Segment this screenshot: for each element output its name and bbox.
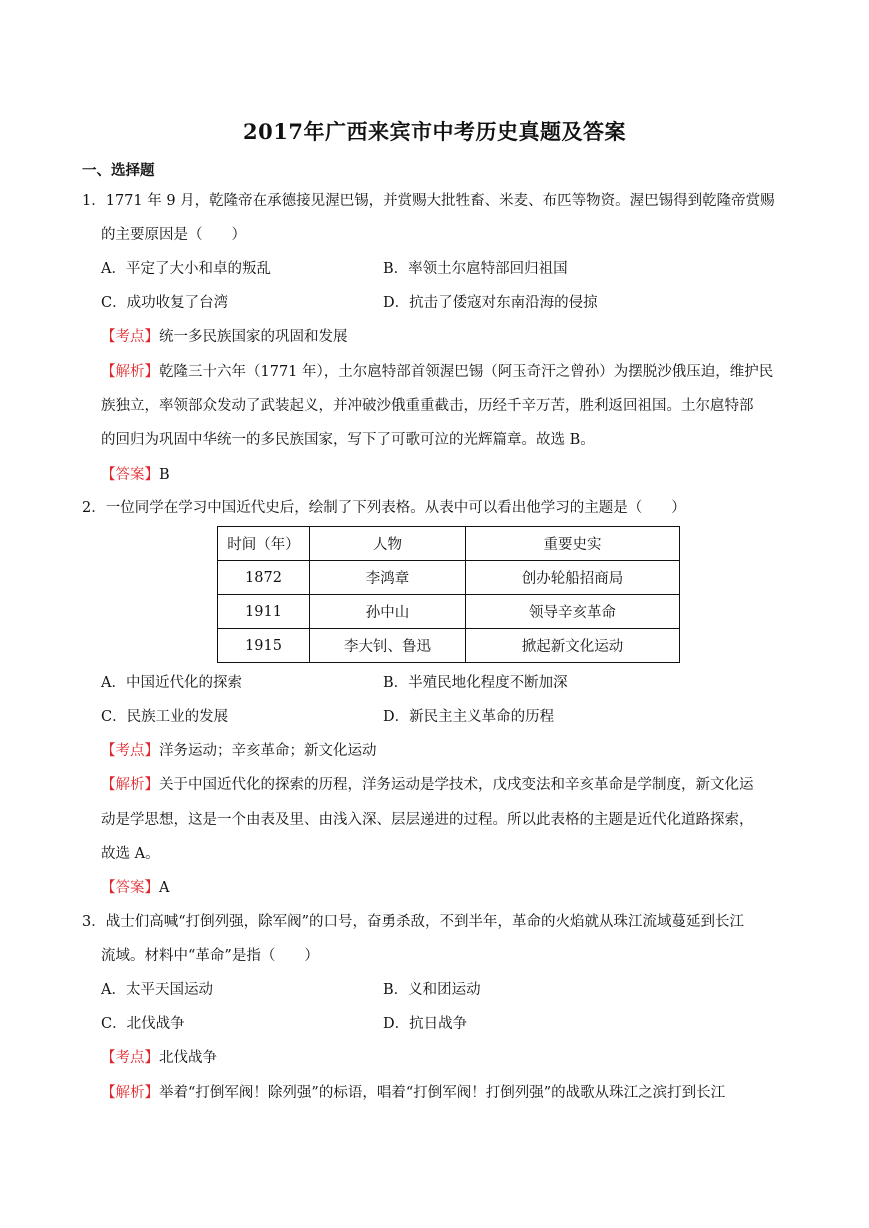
q2-kaodian	[101, 741, 377, 761]
q2-answer-value: A	[159, 880, 170, 896]
q2-jiexi-line-3: 故选 A。	[101, 846, 160, 862]
q1-answer	[101, 465, 170, 485]
q3-jiexi-text-1: 举着“打倒军阀！除列强”的标语，唱着“打倒军阀！打倒列强”的战歌从珠江之滨打到长江	[159, 1085, 726, 1101]
q3-jiexi-line-1	[101, 1083, 725, 1103]
table-cell: 1911	[218, 595, 310, 629]
q2-stem-line-1: 2．一位同学在学习中国近代史后，绘制了下列表格。从表中可以看出他学习的主题是（ ）	[82, 500, 686, 516]
q2-kaodian-text: 洋务运动；辛亥革命；新文化运动	[159, 743, 377, 759]
table-cell: 创办轮船招商局	[466, 561, 680, 595]
table-row	[218, 629, 680, 663]
q1-option-c: C．成功收复了台湾	[101, 295, 229, 311]
table-cell: 掀起新文化运动	[466, 629, 680, 663]
q1-jiexi-line-2: 族独立，率领部众发动了武装起义，并冲破沙俄重重截击，历经千辛万苦，胜利返回祖国。土尔扈特部	[101, 398, 754, 414]
table-header-cell: 时间（年）	[218, 527, 310, 561]
q2-answer	[101, 878, 169, 898]
q1-jiexi-line-3: 的回归为巩固中华统一的多民族国家，写下了可歌可泣的光辉篇章。故选 B。	[101, 432, 595, 448]
jiexi-label: 【解析】	[101, 364, 159, 380]
kaodian-label: 【考点】	[101, 329, 159, 345]
q3-option-a: A．太平天国运动	[101, 982, 213, 998]
jiexi-label: 【解析】	[101, 777, 159, 793]
q3-option-b: B．义和团运动	[383, 982, 481, 998]
q3-option-d: D．抗日战争	[383, 1016, 468, 1032]
kaodian-label: 【考点】	[101, 1050, 159, 1066]
q1-kaodian	[101, 327, 348, 347]
table-cell: 1915	[218, 629, 310, 663]
table-header-cell: 重要史实	[466, 527, 680, 561]
q1-option-d: D．抗击了倭寇对东南沿海的侵掠	[383, 295, 598, 311]
q3-stem-line-2: 流域。材料中“革命”是指（ ）	[101, 948, 319, 964]
history-table	[217, 526, 680, 663]
table-header-cell: 人物	[310, 527, 466, 561]
q2-jiexi-text-1: 关于中国近代化的探索的历程，洋务运动是学技术，戊戌变法和辛亥革命是学制度，新文化运	[159, 777, 754, 793]
q1-kaodian-text: 统一多民族国家的巩固和发展	[159, 329, 348, 345]
daan-label: 【答案】	[101, 880, 159, 896]
q1-jiexi-text-1: 乾隆三十六年（1771 年），土尔扈特部首领渥巴锡（阿玉奇汗之曾孙）为摆脱沙俄压迫，维护民	[159, 364, 774, 380]
section-heading: 一、选择题	[82, 163, 155, 179]
table-cell: 领导辛亥革命	[466, 595, 680, 629]
table-cell: 李鸿章	[310, 561, 466, 595]
q1-jiexi-line-1	[101, 362, 773, 382]
table-cell: 孙中山	[310, 595, 466, 629]
page-title: 2017年广西来宾市中考历史真题及答案	[243, 119, 626, 144]
q2-jiexi-line-2: 动是学思想，这是一个由表及里、由浅入深、层层递进的过程。所以此表格的主题是近代化道路探索，	[101, 812, 754, 828]
q1-answer-value: B	[159, 467, 170, 483]
q3-stem-line-1: 3．战士们高喊“打倒列强，除军阀”的口号，奋勇杀敌，不到半年，革命的火焰就从珠江流域蔓延到长江	[82, 914, 745, 930]
q1-stem-line-1: 1．1771 年 9 月，乾隆帝在承德接见渥巴锡，并赏赐大批牲畜、米麦、布匹等物资。渥巴锡得到乾隆帝赏赐	[82, 193, 775, 209]
table-row	[218, 561, 680, 595]
q3-kaodian-text: 北伐战争	[159, 1050, 217, 1066]
q2-option-b: B．半殖民地化程度不断加深	[383, 675, 568, 691]
q2-option-d: D．新民主主义革命的历程	[383, 709, 555, 725]
q2-option-a: A．中国近代化的探索	[101, 675, 242, 691]
kaodian-label: 【考点】	[101, 743, 159, 759]
daan-label: 【答案】	[101, 467, 159, 483]
q3-kaodian	[101, 1048, 217, 1068]
table-header-row	[218, 527, 680, 561]
q2-option-c: C．民族工业的发展	[101, 709, 229, 725]
jiexi-label: 【解析】	[101, 1085, 159, 1101]
q2-jiexi-line-1	[101, 775, 754, 795]
q1-option-a: A．平定了大小和卓的叛乱	[101, 261, 271, 277]
table-cell: 李大钊、鲁迅	[310, 629, 466, 663]
table-cell: 1872	[218, 561, 310, 595]
q3-option-c: C．北伐战争	[101, 1016, 185, 1032]
q1-stem-line-2: 的主要原因是（ ）	[101, 227, 246, 243]
table-row	[218, 595, 680, 629]
q1-option-b: B．率领土尔扈特部回归祖国	[383, 261, 568, 277]
